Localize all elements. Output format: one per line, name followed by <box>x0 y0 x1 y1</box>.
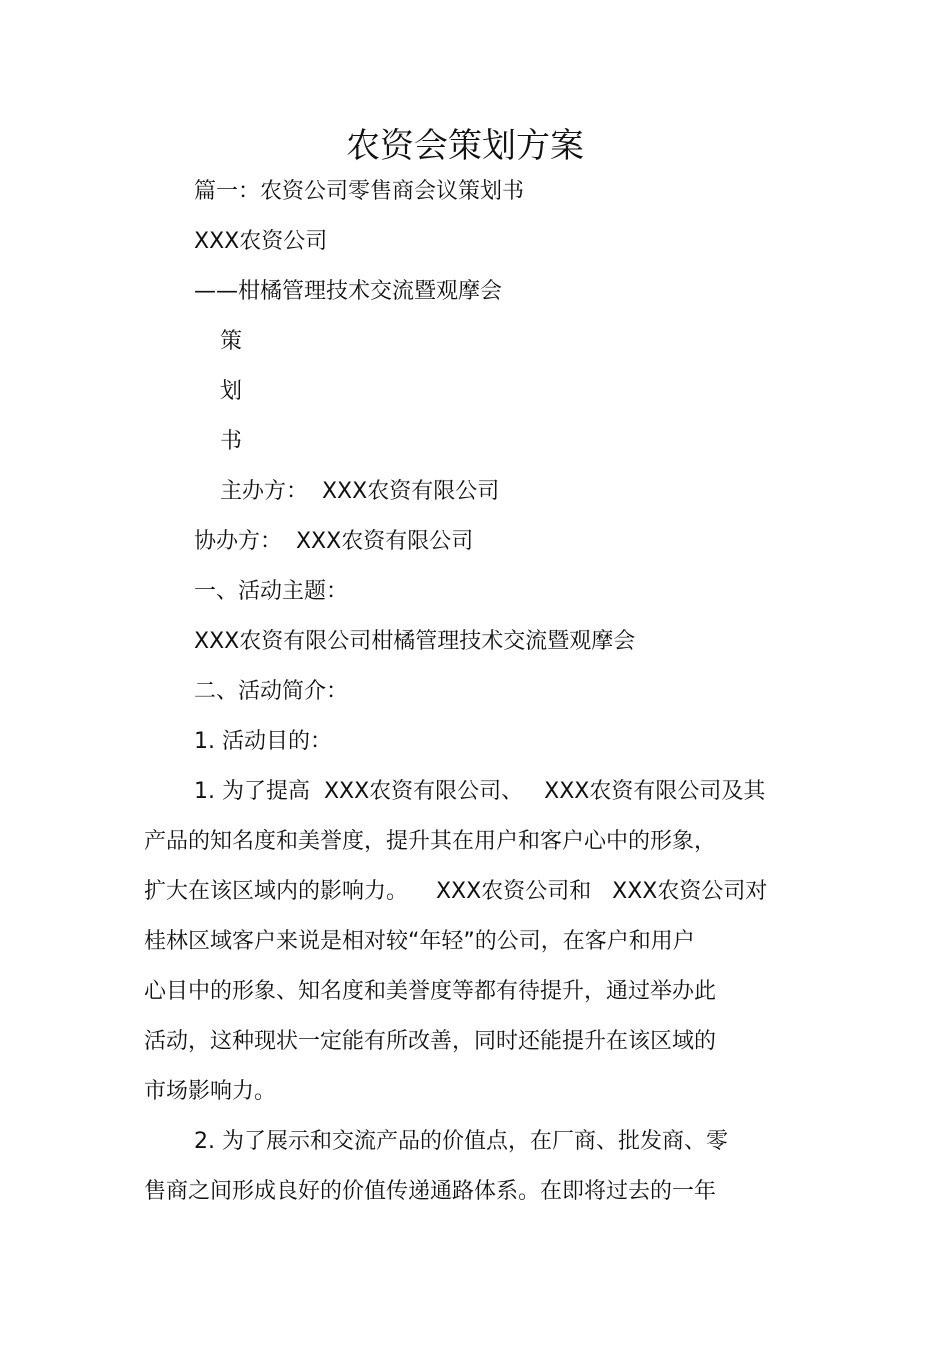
vertical-char-hua: 划 <box>220 379 243 404</box>
co-host-line: 协办方： XXX农资有限公司 <box>194 529 474 554</box>
paragraph-line: 心目中的形象、知名度和美誉度等都有待提升，通过举办此 <box>144 979 717 1004</box>
paragraph-line: 产品的知名度和美誉度，提升其在用户和客户心中的形象， <box>144 829 717 854</box>
section-intro-heading: 二、活动简介： <box>194 679 349 704</box>
part-heading: 篇一：农资公司零售商会议策划书 <box>194 179 525 204</box>
paragraph-line: 扩大在该区域内的影响力。 XXX农资公司和 XXX农资公司对 <box>144 879 768 904</box>
paragraph-line: 2. 为了展示和交流产品的价值点，在厂商、批发商、零 <box>194 1129 728 1154</box>
theme-text: XXX农资有限公司柑橘管理技术交流暨观摩会 <box>194 629 636 654</box>
document-title: 农资会策划方案 <box>346 126 584 166</box>
paragraph-line: 售商之间形成良好的价值传递通路体系。在即将过去的一年 <box>144 1179 717 1204</box>
purpose-heading: 1. 活动目的： <box>194 729 332 754</box>
company-name: XXX农资公司 <box>194 229 328 254</box>
event-subtitle: ——柑橘管理技术交流暨观摩会 <box>194 279 503 304</box>
paragraph-line: 活动，这种现状一定能有所改善，同时还能提升在该区域的 <box>144 1029 717 1054</box>
vertical-char-ce: 策 <box>220 329 243 354</box>
paragraph-line: 桂林区域客户来说是相对较“年轻”的公司，在客户和用户 <box>144 929 695 954</box>
section-theme-heading: 一、活动主题： <box>194 579 349 604</box>
paragraph-line: 市场影响力。 <box>144 1079 277 1104</box>
vertical-char-shu: 书 <box>220 429 243 454</box>
paragraph-line: 1. 为了提高 XXX农资有限公司、 XXX农资有限公司及其 <box>194 779 766 804</box>
host-line: 主办方： XXX农资有限公司 <box>220 479 500 504</box>
